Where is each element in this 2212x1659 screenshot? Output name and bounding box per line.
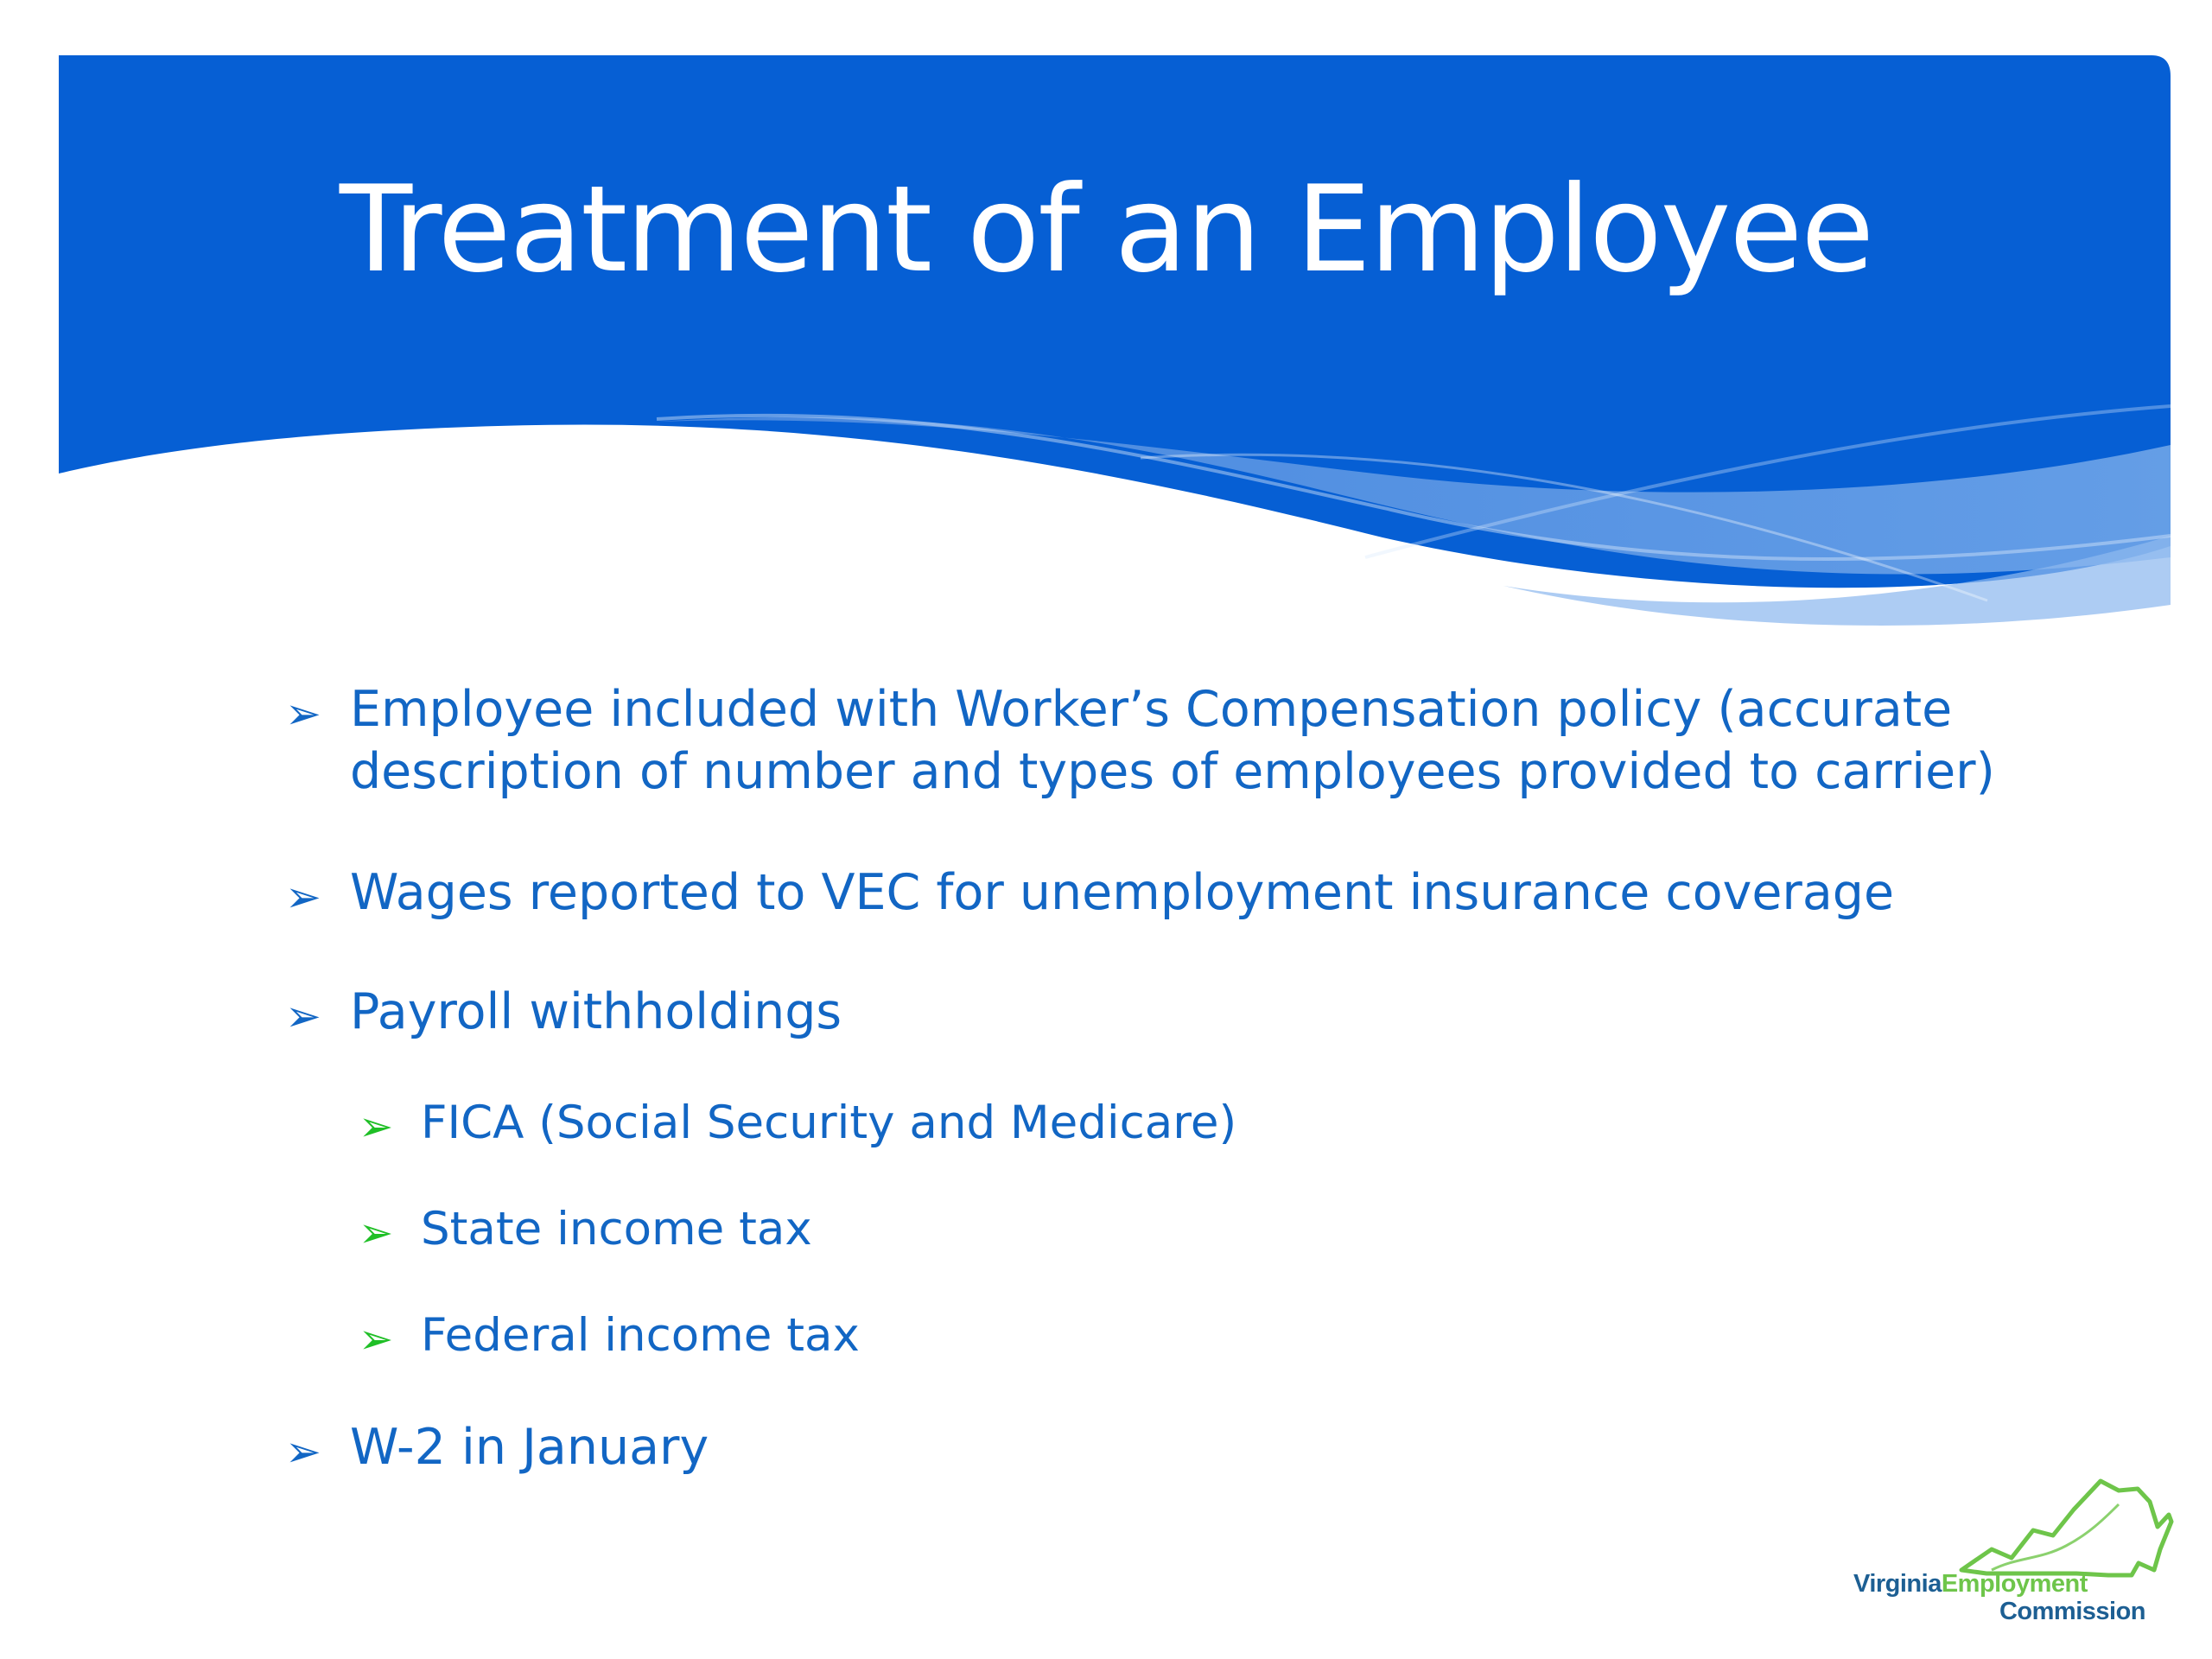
sub-bullet-text: Federal income tax [421, 1309, 860, 1362]
green-arrow-bullet-icon: ➢ [359, 1209, 394, 1257]
green-arrow-bullet-icon: ➢ [359, 1103, 394, 1151]
bullet-item-w2-january [285, 1416, 2048, 1478]
logo-word-virginia: Virginia [1853, 1570, 1942, 1598]
bullet-item-workers-compensation [285, 678, 2048, 803]
sub-bullet-item-fica [359, 1095, 2048, 1152]
virginia-map-icon [1853, 1473, 2177, 1581]
bullet-text: W-2 in January [350, 1419, 709, 1476]
virginia-employment-commission-logo [1853, 1473, 2177, 1625]
arrow-bullet-icon: ➢ [285, 1427, 321, 1477]
green-arrow-bullet-icon: ➢ [359, 1315, 394, 1363]
page-title: Treatment of an Employee [339, 160, 1873, 299]
bullet-item-payroll-withholdings [285, 981, 2048, 1043]
bullet-text: Employee included with Worker’s Compensation policy (accurate description of number and types of employees provided to carrier) [350, 681, 1995, 800]
logo-word-commission: Commission [1999, 1598, 2145, 1625]
logo-wordmark [1853, 1570, 2164, 1625]
sub-bullet-text: FICA (Social Security and Medicare) [421, 1096, 1237, 1149]
arrow-bullet-icon: ➢ [285, 872, 321, 922]
logo-line-1 [1853, 1570, 2164, 1598]
bullet-item-wages-reported [285, 861, 2048, 924]
header-wave-banner [0, 0, 2212, 657]
sub-bullet-text: State income tax [421, 1203, 812, 1255]
arrow-bullet-icon: ➢ [285, 689, 321, 739]
logo-word-employment: Employment [1941, 1570, 2088, 1598]
sub-bullet-item-federal-tax [359, 1307, 2048, 1364]
bullet-text: Payroll withholdings [350, 983, 842, 1040]
sub-bullet-item-state-tax [359, 1201, 2048, 1258]
bullet-list [285, 678, 2048, 1478]
bullet-text: Wages reported to VEC for unemployment insurance coverage [350, 864, 1895, 921]
arrow-bullet-icon: ➢ [285, 991, 321, 1041]
